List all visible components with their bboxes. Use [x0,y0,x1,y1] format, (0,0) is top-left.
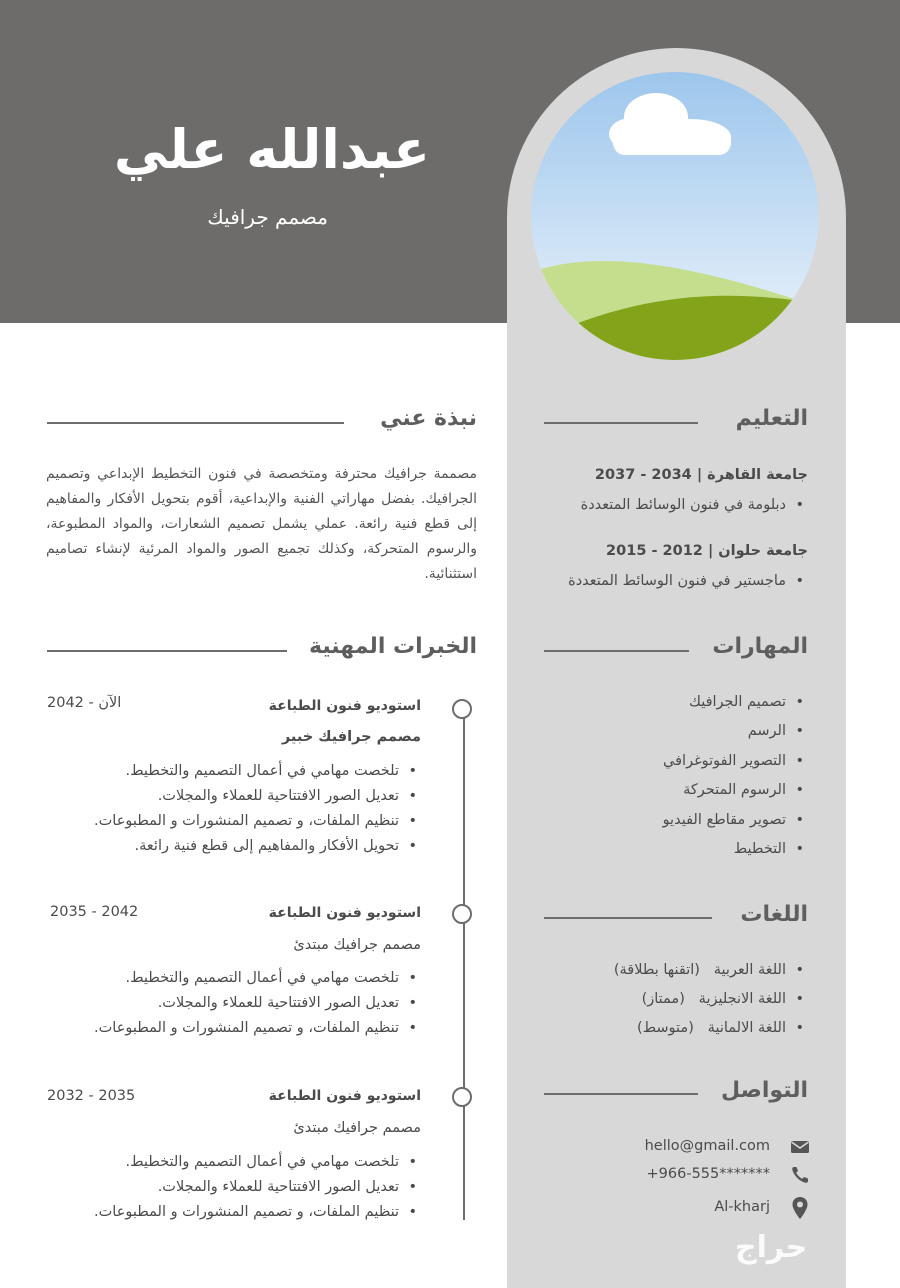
list-item: • تصميم الجرافيك [663,688,808,717]
experience-tasks [94,759,421,859]
list-item: • تحويل الأفكار والمفاهيم إلى قطع فنية رائعة. [94,834,421,859]
contact-email[interactable]: hello@gmail.com [644,1138,770,1154]
timeline-dot [452,1087,472,1107]
skills-title: المهارات [712,634,808,659]
phone-icon [790,1165,810,1185]
experience-divider [47,650,287,652]
about-text: مصممة جرافيك محترفة ومتخصصة في فنون التخطيط الإبداعي وتصميم الجرافيك. بفضل مهاراتي الفنية والإبداعية، أقوم بتحويل الأفكار والمفاهيم إلى قطع فنية رائعة. عملي يشمل تصميم الشعارات، والمواد المطبوعة، والرسوم المتحركة، وكذلك تجميع الصور والمواد المرئية لإنشاء تصاميم استثنائية. [46,466,477,582]
contact-phone[interactable]: +966-555******* [646,1166,770,1182]
list-item: • التخطيط [663,835,808,864]
experience-company: استوديو فنون الطباعة [268,905,421,921]
contact-divider [544,1093,698,1095]
job-title: مصمم جرافيك [207,205,328,229]
list-item: • تصوير مقاطع الفيديو [663,806,808,835]
languages-list [614,956,808,1043]
education-list-2 [568,570,808,592]
languages-title: اللغات [740,902,808,927]
skills-divider [544,650,689,652]
experience-role: مصمم جرافيك مبتدئ [293,1120,421,1136]
list-item: • تلخصت مهامي في أعمال التصميم والتخطيط. [94,1150,421,1175]
list-item: • تنظيم الملفات، و تصميم المنشورات و المطبوعات. [94,1016,421,1041]
watermark-logo: حراج [735,1230,808,1265]
list-item: • اللغة العربية (اتقنها بطلاقة) [614,956,808,985]
list-item: • اللغة الانجليزية (ممتاز) [614,985,808,1014]
list-item: • ماجستير في فنون الوسائط المتعددة [568,570,808,592]
timeline-dot [452,904,472,924]
education-title: التعليم [735,406,808,431]
education-heading-1: جامعة القاهرة | 2034 - 2037 [594,467,808,483]
education-heading-2: جامعة حلوان | 2012 - 2015 [606,543,808,559]
experience-tasks [94,1150,421,1225]
list-item: • تعديل الصور الافتتاحية للعملاء والمجلات. [94,991,421,1016]
list-item: • الرسوم المتحركة [663,776,808,805]
languages-divider [544,917,712,919]
list-item: • الرسم [663,717,808,746]
experience-period: 2035 - 2042 [50,904,139,920]
list-item: • تنظيم الملفات، و تصميم المنشورات و المطبوعات. [94,809,421,834]
candidate-name: عبدالله علي [113,118,430,181]
list-item: • تنظيم الملفات، و تصميم المنشورات و المطبوعات. [94,1200,421,1225]
list-item: • دبلومة في فنون الوسائط المتعددة [581,494,808,516]
profile-photo-placeholder [531,72,819,360]
list-item: • التصوير الفوتوغرافي [663,747,808,776]
list-item: • تلخصت مهامي في أعمال التصميم والتخطيط. [94,759,421,784]
list-item: • تلخصت مهامي في أعمال التصميم والتخطيط. [94,966,421,991]
list-item: • تعديل الصور الافتتاحية للعملاء والمجلات. [94,784,421,809]
experience-role: مصمم جرافيك خبير [281,729,421,745]
timeline-dot [452,699,472,719]
experience-company: استوديو فنون الطباعة [268,698,421,714]
about-title: نبذة عني [380,406,477,431]
timeline-line [463,710,465,1220]
experience-role: مصمم جرافيك مبتدئ [293,937,421,953]
experience-tasks [94,966,421,1041]
experience-company: استوديو فنون الطباعة [268,1088,421,1104]
education-list-1 [581,494,808,516]
list-item: • اللغة الالمانية (متوسط) [614,1014,808,1043]
education-divider [544,422,698,424]
experience-period: 2032 - 2035 [47,1088,136,1104]
about-divider [47,422,344,424]
email-icon [790,1137,810,1157]
location-pin-icon [790,1196,810,1220]
experience-title: الخبرات المهنية [308,634,477,659]
contact-title: التواصل [720,1078,808,1103]
skills-list [663,688,808,864]
list-item: • تعديل الصور الافتتاحية للعملاء والمجلات. [94,1175,421,1200]
contact-location: Al-kharj [714,1199,770,1215]
experience-period: 2042 - الآن [47,695,122,711]
